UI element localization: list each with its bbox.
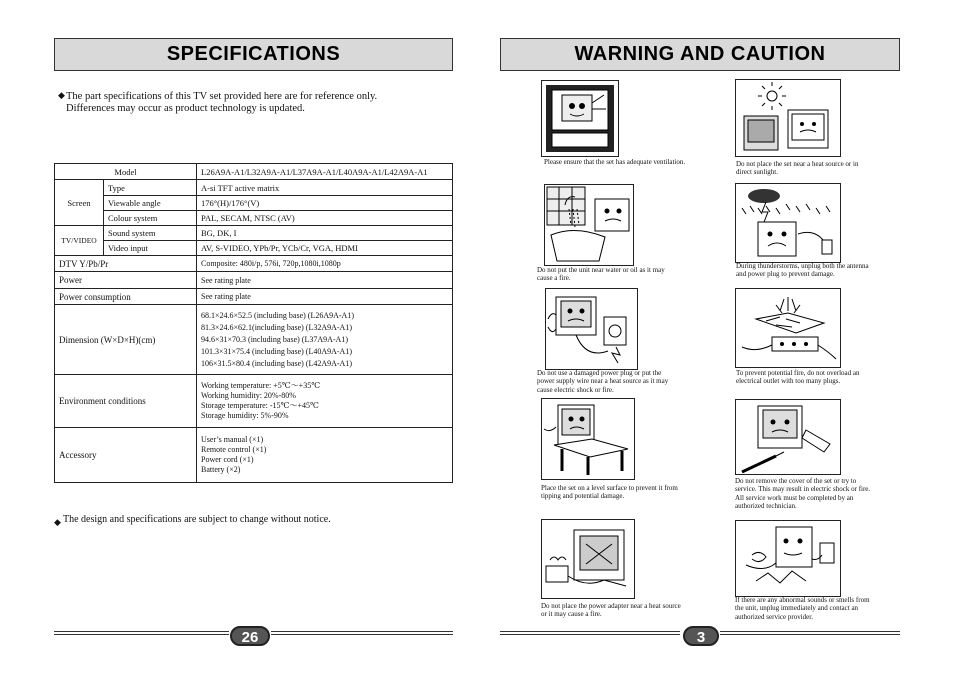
dtv-value: Composite: 480i/p, 576i, 720p,1080i,1080p [197,256,453,272]
dimension-line: 101.3×31×75.4 (including base) (L40A9A-A1) [201,346,352,356]
type-value: A-si TFT active matrix [197,180,453,196]
dimension-values [197,305,453,375]
angle-value: 176°(H)/176°(V) [197,196,453,211]
environment-values [197,375,453,428]
table-row [55,241,453,256]
dimension-line: 106×31.5×80.4 (including base) (L42A9A-A1) [201,358,352,368]
adapter-illustration [541,519,635,599]
warning-title: WARNING AND CAUTION [500,38,900,71]
dimension-line: 81.3×24.6×62.1(including base) (L32A9A-A1) [201,322,352,332]
dimension-line: 94.6×31×70.3 (including base) (L37A9A-A1) [201,334,348,344]
dtv-label: DTV Y/Pb/Pr [55,256,197,272]
environment-line: Storage temperature: -15℃～+45℃ [201,401,319,410]
caption: Do not place the power adapter near a heat source or it may cause a fire. [541,602,681,619]
overload-illustration [735,288,841,368]
water-illustration [544,184,634,266]
accessory-line: User’s manual (×1) [201,435,264,444]
sound-value: BG, DK, I [197,226,453,241]
caption: During thunderstorms, unplug both the antenna and power plug to prevent damage. [736,262,869,279]
screen-label: Screen [55,180,104,226]
table-row [55,226,453,241]
caption: Do not place the set near a heat source or in direct sunlight. [736,160,859,177]
divider [500,631,680,632]
caption: Do not use a damaged power plug or put the power supply wire near a heat source as it may cause electric shock or fire. [537,369,669,394]
divider [500,634,680,635]
table-row [55,428,453,483]
table-row [55,305,453,375]
table-row [55,256,453,272]
model-label: Model [55,164,197,180]
page-number: 26 [230,626,270,646]
caption: Place the set on a level surface to prevent it from tipping and potential damage. [541,484,678,501]
sound-label: Sound system [104,226,197,241]
footer-note: The design and specifications are subject to change without notice. [63,514,331,525]
divider [720,634,900,635]
bullet-icon: ◆ [54,517,61,527]
table-row [55,196,453,211]
table-row [55,289,453,305]
dimension-line: 68.1×24.6×52.5 (including base) (L26A9A-A1) [201,310,354,320]
model-value: L26A9A-A1/L32A9A-A1/L37A9A-A1/L40A9A-A1/L42A9A-A1 [197,164,453,180]
accessory-values [197,428,453,483]
accessory-line: Remote control (×1) [201,445,267,454]
divider [54,634,229,635]
colour-label: Colour system [104,211,197,226]
consumption-label: Power consumption [55,289,197,305]
table-row [55,164,453,180]
spec-table [54,163,453,483]
table-row [55,375,453,428]
angle-label: Viewable angle [104,196,197,211]
sunlight-illustration [735,79,841,157]
colour-value: PAL, SECAM, NTSC (AV) [197,211,453,226]
caption: Do not put the unit near water or oil as it may cause a fire. [537,266,665,283]
environment-label: Environment conditions [55,375,197,428]
type-label: Type [104,180,197,196]
input-label: Video input [104,241,197,256]
intro-note [66,91,446,115]
abnormal-sounds-illustration [735,520,841,597]
level-surface-illustration [541,398,635,480]
dimension-label: Dimension (W×D×H)(cm) [55,305,197,375]
consumption-value: See rating plate [197,289,453,305]
environment-line: Storage humidity: 5%-90% [201,411,289,420]
power-value: See rating plate [197,272,453,289]
table-row [55,180,453,196]
table-row [55,211,453,226]
power-label: Power [55,272,197,289]
damaged-plug-illustration [545,288,638,370]
accessory-line: Power cord (×1) [201,455,254,464]
caption: Please ensure that the set has adequate ventilation. [544,158,686,166]
table-row [55,272,453,289]
intro-line-2: Differences may occur as product technology is updated. [66,103,305,114]
thunderstorm-illustration [735,183,841,263]
intro-line-1: The part specifications of this TV set provided here are for reference only. [66,91,378,102]
environment-line: Working humidity: 20%-80% [201,391,296,400]
divider [271,634,453,635]
caption: Do not remove the cover of the set or try to service. This may result in electric shock or fire. All service work must be completed by an authorized technician. [735,477,871,510]
divider [720,631,900,632]
caption: To prevent potential fire, do not overload an electrical outlet with too many plugs. [736,369,860,386]
ventilation-illustration [541,80,619,157]
divider [54,631,229,632]
accessory-label: Accessory [55,428,197,483]
page-number: 3 [683,626,719,646]
cover-removal-illustration [735,399,841,475]
specifications-title: SPECIFICATIONS [54,38,453,71]
input-value: AV, S-VIDEO, YPb/Pr, YCb/Cr, VGA, HDMI [197,241,453,256]
caption: If there are any abnormal sounds or smells from the unit, unplug immediately and contact an authorized service provider. [735,596,870,621]
divider [271,631,453,632]
accessory-line: Battery (×2) [201,465,241,474]
environment-line: Working temperature: +5℃～+35℃ [201,381,321,390]
bullet-icon: ◆ [58,90,65,100]
tvvideo-label: TV/VIDEO [55,226,104,256]
